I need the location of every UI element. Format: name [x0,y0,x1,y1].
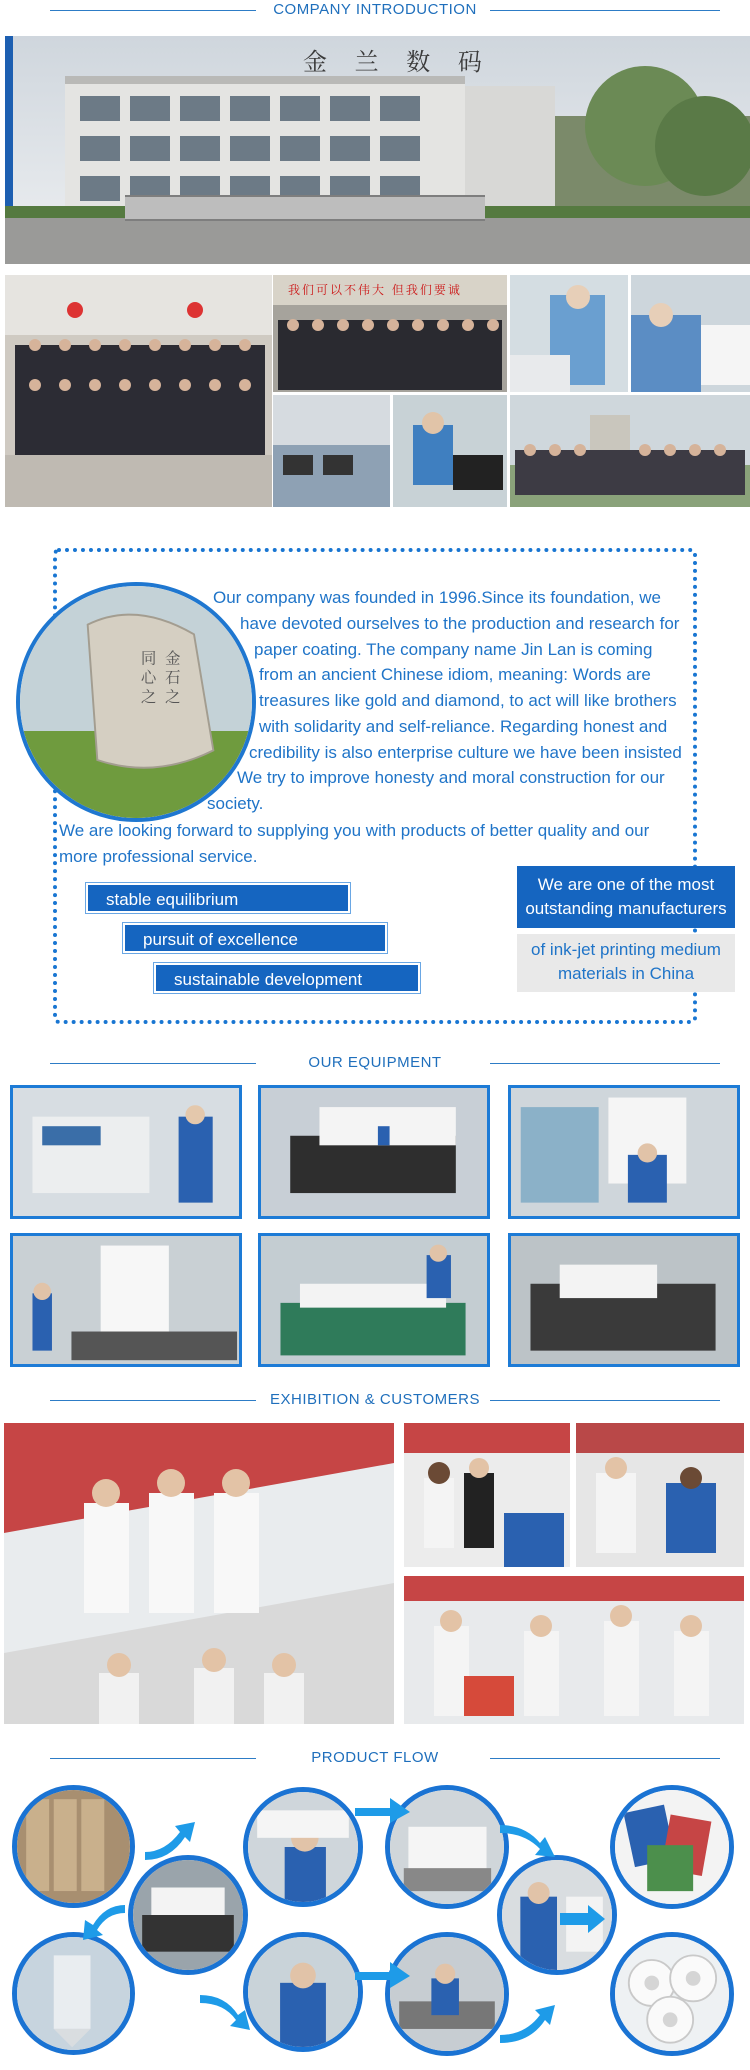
team-banner-photo [273,275,507,392]
intro-line-7: credibility is also enterprise culture we have been insisted [249,743,682,762]
flow-step-material-tank [12,1932,135,2055]
section-title-flow [0,1748,750,1768]
section-title-text: EXHIBITION & CUSTOMERS [262,1390,488,1410]
svg-text:之: 之 [140,688,157,706]
intro-line-8: We try to improve honesty and moral construction for our [237,768,665,787]
intro-line-10: We are looking forward to supplying you with products of better quality and our [59,821,650,840]
highlight-bottom-line-2: materials in China [557,964,695,983]
svg-text:金: 金 [165,649,181,668]
equipment-photo-6 [508,1233,740,1367]
equipment-photo-4 [10,1233,242,1367]
flow-step-coating-line [128,1855,248,1975]
section-title-equipment [0,1053,750,1073]
section-title-text: COMPANY INTRODUCTION [265,0,485,20]
svg-text:之: 之 [165,688,181,706]
intro-line-6: with solidarity and self-reliance. Regarding honest and [259,717,668,736]
intro-line-3: paper coating. The company name Jin Lan is coming [254,640,653,659]
intro-line-9: society. [207,794,264,813]
flow-arrow-icon [75,1900,130,1940]
banner-slogan: 我们可以不伟大 但我们要诚 [288,283,462,297]
svg-text:同: 同 [140,649,157,668]
highlight-top-line-1: We are one of the most [537,875,715,894]
intro-line-4: from an ancient Chinese idiom, meaning: Words are [259,665,651,684]
highlight-top-line-2: outstanding manufacturers [525,899,727,918]
intro-line-2: have devoted ourselves to the production and research for [240,614,680,633]
building-sign: 金 兰 数 码 [303,48,492,76]
exhibition-photo-3 [576,1423,744,1567]
highlight-bottom-line-1: of ink-jet printing medium [531,940,721,959]
flow-arrow-icon [500,2000,560,2045]
exhibition-photo-2 [404,1423,570,1567]
section-title-company-intro [0,0,750,20]
flow-step-quality-check [243,1787,363,1907]
flow-step-finished-products [610,1785,734,1909]
flow-step-lab-testing [243,1932,363,2052]
section-title-text: OUR EQUIPMENT [300,1053,449,1073]
flow-arrow-icon [140,1812,200,1862]
tag-pursuit-of-excellence: pursuit of excellence [123,923,387,953]
svg-text:石: 石 [165,668,181,687]
equipment-photo-1 [10,1085,242,1219]
lab-inspection-photo [631,275,750,392]
outdoor-group-photo [510,395,750,507]
manufacturer-highlight [517,866,735,992]
section-title-exhibition [0,1390,750,1410]
intro-line-11: more professional service. [59,847,258,866]
exhibition-photo-4 [404,1576,744,1724]
flow-arrow-icon [355,1960,410,1995]
equipment-photo-2 [258,1085,490,1219]
office-photo [273,395,390,507]
flow-arrow-icon [560,1905,605,1940]
intro-line-1: Our company was founded in 1996.Since its foundation, we [213,588,661,607]
tag-stable-equilibrium: stable equilibrium [86,883,350,913]
equipment-photo-5 [258,1233,490,1367]
company-building-photo [5,36,750,264]
exhibition-photo-main [4,1423,394,1724]
svg-text:心: 心 [140,668,157,687]
flow-step-raw-paper-rolls [12,1785,135,1908]
flow-step-paper-rolls [610,1932,734,2056]
highlight-bottom [517,934,735,992]
stone-monument-photo [16,582,256,822]
flow-arrow-icon [355,1788,410,1823]
lab-worker-photo [510,275,628,392]
tag-sustainable-development: sustainable development [154,963,420,993]
highlight-top [517,866,735,928]
team-group-photo-large [5,275,272,507]
intro-line-5: treasures like gold and diamond, to act will like brothers [259,691,677,710]
section-title-text: PRODUCT FLOW [303,1748,446,1768]
computer-worker-photo [393,395,507,507]
flow-arrow-icon [500,1815,560,1860]
equipment-photo-3 [508,1085,740,1219]
flow-arrow-icon [200,1990,255,2030]
